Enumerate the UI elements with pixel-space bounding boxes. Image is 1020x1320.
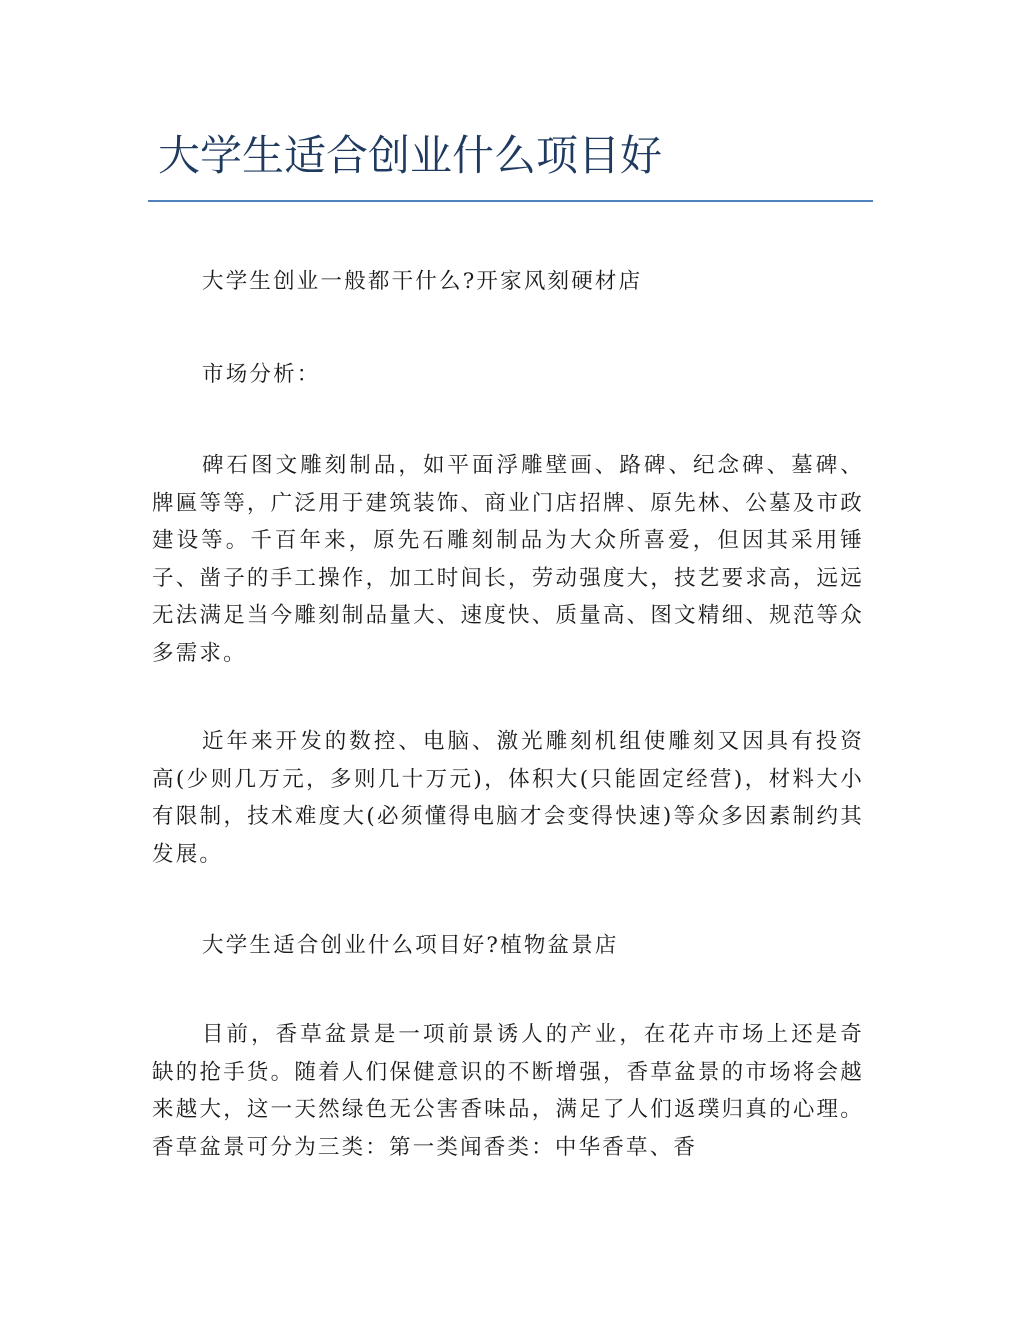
page-title: 大学生适合创业什么项目好 <box>158 131 663 180</box>
section-heading-engraving-store: 大学生创业一般都干什么?开家风刻硬材店 <box>202 269 643 294</box>
paragraph-recent-machines: 近年来开发的数控、电脑、激光雕刻机组使雕刻又因具有投资高(少则几万元，多则几十万元)，体积大(只能固定经营)，材料大小有限制，技术难度大(必须懂得电脑才会变得快速)等众多因素制约其发展。 <box>152 729 864 867</box>
title-divider <box>148 200 873 202</box>
section-heading-plant-bonsai-store: 大学生适合创业什么项目好?植物盆景店 <box>202 933 619 958</box>
paragraph-stone-engraving: 碑石图文雕刻制品，如平面浮雕壁画、路碑、纪念碑、墓碑、牌匾等等，广泛用于建筑装饰、商业门店招牌、原先林、公墓及市政建设等。千百年来，原先石雕刻制品为大众所喜爱，但因其采用锤子、凿子的手工操作，加工时间长，劳动强度大，技艺要求高，远远无法满足当今雕刻制品量大、速度快、质量高、图文精细、规范等众多需求。 <box>152 453 864 666</box>
market-analysis-label: 市场分析： <box>202 362 321 387</box>
paragraph-herb-bonsai: 目前，香草盆景是一项前景诱人的产业，在花卉市场上还是奇缺的抢手货。随着人们保健意识的不断增强，香草盆景的市场将会越来越大，这一天然绿色无公害香味品，满足了人们返璞归真的心理。香草盆景可分为三类：第一类闻香类：中华香草、香 <box>152 1022 864 1160</box>
